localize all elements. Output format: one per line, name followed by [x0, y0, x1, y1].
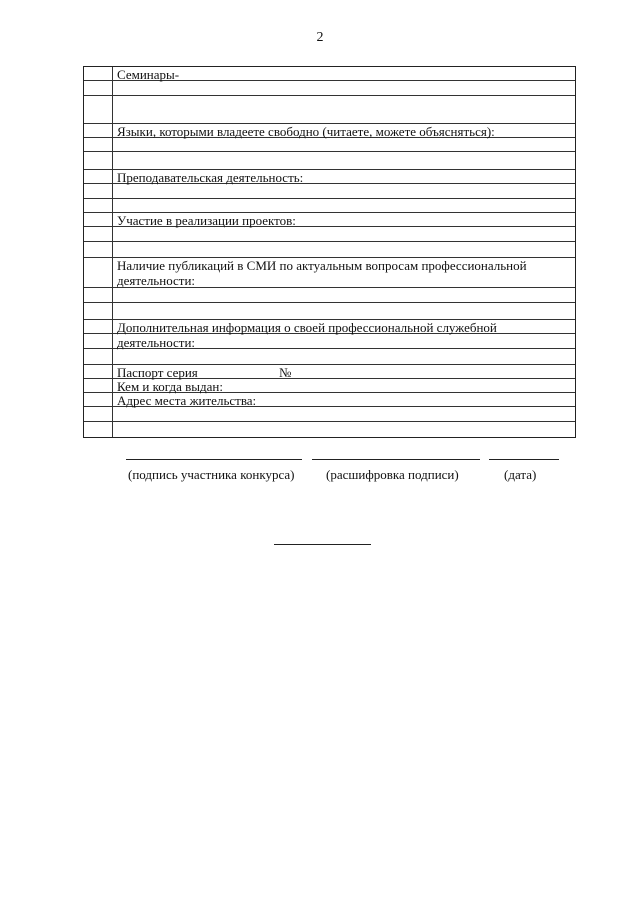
table-row: [84, 422, 575, 437]
issued-by-label: Кем и когда выдан:: [117, 379, 223, 394]
row-number-cell: [84, 379, 113, 392]
address-answer-cell[interactable]: [113, 422, 575, 437]
table-row: [84, 96, 575, 124]
address-label: Адрес места жительства:: [117, 393, 257, 408]
table-row: [84, 152, 575, 170]
signature-decoding-label: (расшифровка подписи): [326, 467, 459, 482]
publications-answer-cell[interactable]: [113, 303, 575, 319]
row-number-cell: [84, 152, 113, 169]
projects-answer-cell[interactable]: [113, 227, 575, 241]
teaching-answer-cell[interactable]: [113, 184, 575, 198]
languages-answer-cell[interactable]: [113, 152, 575, 169]
table-row: [84, 288, 575, 303]
publications-label-line-1: Наличие публикаций в СМИ по актуальным вопросам профессиональной: [117, 258, 527, 273]
table-row: [84, 334, 575, 349]
table-row: [84, 349, 575, 365]
row-number-cell: [84, 124, 113, 137]
questionnaire-table: [83, 66, 576, 438]
table-row: [84, 242, 575, 258]
row-number-cell: [84, 227, 113, 241]
additional-info-label: Дополнительная информация о своей профессиональной служебной деятельности:: [117, 320, 497, 350]
row-number-cell: [84, 199, 113, 212]
seminars-answer-cell[interactable]: [113, 96, 575, 123]
row-number-cell: [84, 81, 113, 95]
table-row: [84, 227, 575, 242]
languages-answer-cell[interactable]: [113, 138, 575, 151]
table-row: [84, 407, 575, 422]
row-number-cell: [84, 258, 113, 287]
row-number-cell: [84, 349, 113, 364]
publications-label-line-2: деятельности:: [117, 273, 196, 288]
page-number: 2: [316, 30, 324, 45]
table-row-publications: [84, 258, 575, 288]
passport-number-label: №: [279, 365, 292, 380]
table-row: [84, 81, 575, 96]
signature-label: (подпись участника конкурса): [128, 467, 295, 482]
table-row: [84, 303, 575, 320]
row-number-cell: [84, 288, 113, 302]
row-number-cell: [84, 170, 113, 183]
languages-label: Языки, которыми владеете свободно (читаете, можете объясняться):: [117, 124, 495, 139]
table-row-seminars: [84, 67, 575, 81]
end-divider: [274, 544, 371, 545]
table-row-passport: [84, 365, 575, 379]
address-answer-cell[interactable]: [113, 407, 575, 421]
row-number-cell: [84, 365, 113, 378]
seminars-label: Семинары-: [117, 67, 180, 82]
row-number-cell: [84, 213, 113, 226]
teaching-label: Преподавательская деятельность:: [117, 170, 304, 185]
row-number-cell: [84, 303, 113, 319]
row-number-cell: [84, 242, 113, 257]
date-label: (дата): [504, 467, 537, 482]
table-row-projects: [84, 213, 575, 227]
row-number-cell: [84, 138, 113, 151]
publications-label: [113, 258, 575, 287]
signature-block: [0, 459, 640, 489]
additional-info-answer-cell[interactable]: [113, 349, 575, 364]
date-line[interactable]: [489, 459, 559, 460]
row-number-cell: [84, 334, 113, 348]
table-row: [84, 138, 575, 152]
teaching-answer-cell[interactable]: [113, 199, 575, 212]
projects-label: Участие в реализации проектов:: [117, 213, 296, 228]
publications-answer-cell[interactable]: [113, 288, 575, 302]
table-row: [84, 199, 575, 213]
table-row-teaching: [84, 170, 575, 184]
additional-info-answer-cell[interactable]: [113, 334, 575, 348]
row-number-cell: [84, 67, 113, 80]
row-number-cell: [84, 393, 113, 406]
table-row-languages: [84, 124, 575, 138]
table-row-additional-info: [84, 320, 575, 350]
passport-cell[interactable]: [113, 365, 575, 378]
row-number-cell: [84, 320, 113, 333]
row-number-cell: [84, 407, 113, 421]
table-row-issued-by: [84, 379, 575, 393]
signature-decoding-line[interactable]: [312, 459, 480, 460]
seminars-answer-cell[interactable]: [113, 81, 575, 95]
row-number-cell: [84, 96, 113, 123]
row-number-cell: [84, 422, 113, 437]
signature-line[interactable]: [126, 459, 302, 460]
projects-answer-cell[interactable]: [113, 242, 575, 257]
table-row: [84, 184, 575, 199]
row-number-cell: [84, 184, 113, 198]
table-row-address: [84, 393, 575, 407]
passport-series-label: Паспорт серия: [117, 365, 198, 380]
